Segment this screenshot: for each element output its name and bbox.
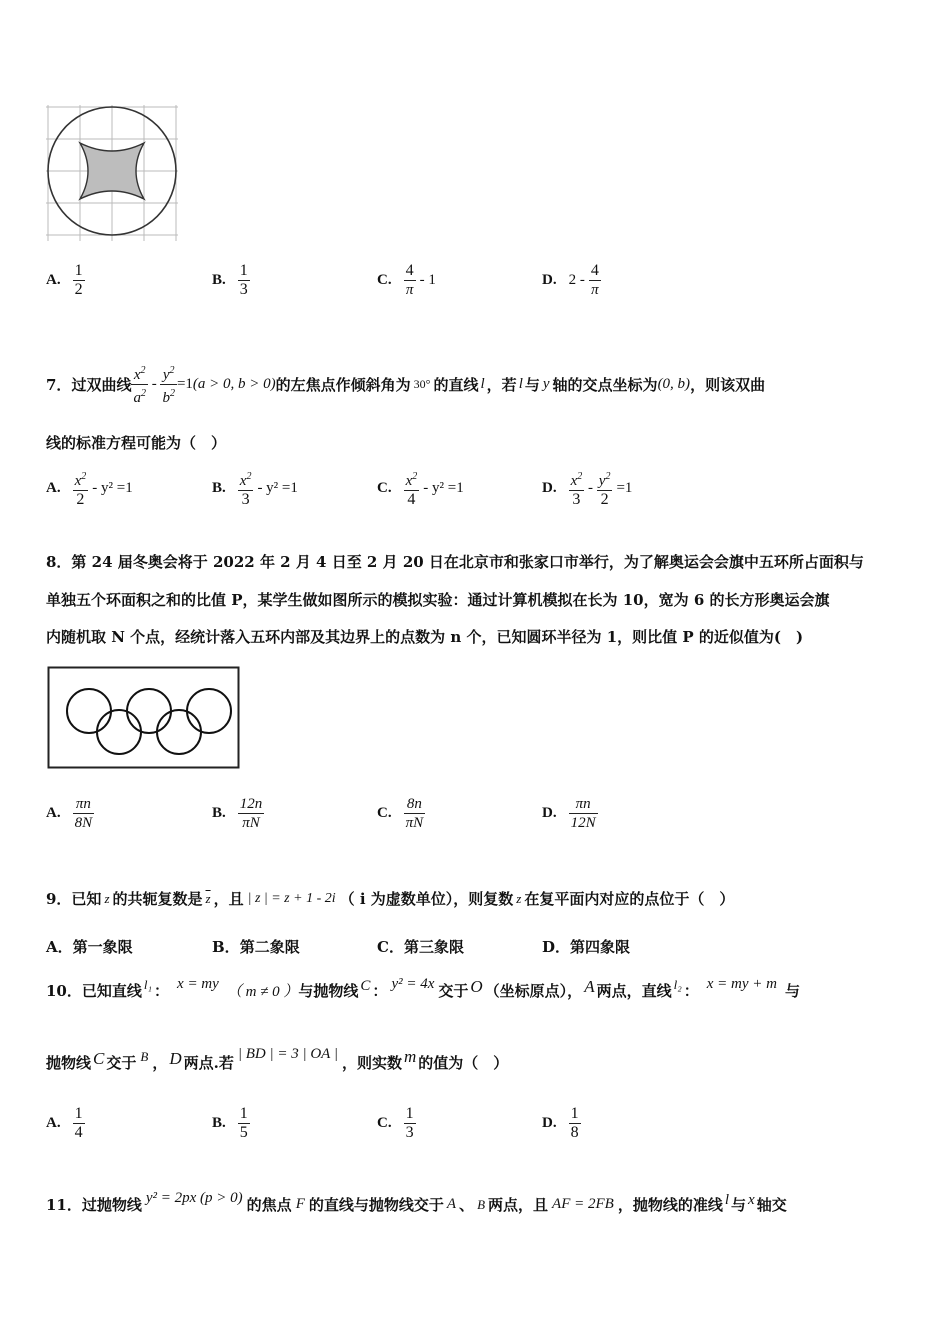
q8-stem-line3: 内随机取 N 个点，经统计落入五环内部及其边界上的点数为 n 个，已知圆环半径为 1，则比值 P 的近似值为( ) (46, 628, 804, 646)
q10-option-d[interactable]: D. $\frac{1}{8}$ (542, 1105, 579, 1141)
q11-stem: 11．过抛物线 y² = 2px (p > 0) 的焦点 F 的直线与抛物线交于 A 、 B 两点，且 AF = 2FB ，抛物线的准线 l 与 x 轴交 (46, 1190, 787, 1214)
q7-option-b[interactable]: B. $\frac{x^2}{3}$ - y² =1 (212, 471, 298, 508)
q8-option-d[interactable]: D. $\frac{\pi n}{12N}$ (542, 796, 596, 831)
q7-stem: 7． 过双曲线 $\frac{x^2}{a^2}$ - $\frac{y^2}{b^2}$ =1 (a > 0, b > 0) 的左焦点作倾斜角为 30° 的直线 l ，若 l 与 y 轴的交点坐标为 (0, b) ，则该双曲 (46, 365, 766, 406)
q7-option-c[interactable]: C. $\frac{x^2}{4}$ - y² =1 (377, 471, 464, 508)
q7-option-d[interactable]: D. $\frac{x^2}{3}$ - $\frac{y^2}{2}$ =1 (542, 471, 633, 508)
q7-stem-line2: 线的标准方程可能为（ ） (46, 434, 227, 452)
q8-stem-line1: 8．第 24 届冬奥会将于 2022 年 2 月 4 日至 2 月 20 日在北京市和张家口市举行，为了解奥运会会旗中五环所占面积与 (46, 553, 864, 571)
q6-option-b[interactable]: B. $\frac{1}{3}$ (212, 262, 248, 298)
q10-stem-line2: 抛物线 C 交于 B ， D 两点.若 | BD | = 3 | OA | ，则实数 m 的值为（ ） (46, 1046, 509, 1072)
q8-stem-line2: 单独五个环面积之和的比值 P，某学生做如图所示的模拟实验：通过计算机模拟在长为 10，宽为 6 的长方形奥运会旗 (46, 591, 830, 609)
q6-option-a[interactable]: A. $\frac{1}{2}$ (46, 262, 83, 298)
q10-option-a[interactable]: A. $\frac{1}{4}$ (46, 1105, 83, 1141)
q6-option-d[interactable]: D. 2 - $\frac{4}{\pi}$ (542, 262, 599, 298)
q9-option-d[interactable]: D． 第四象限 (542, 938, 631, 956)
q7-option-a[interactable]: A. $\frac{x^2}{2}$ - y² =1 (46, 471, 133, 508)
q9-option-c[interactable]: C． 第三象限 (377, 938, 464, 956)
olympic-rings-figure (47, 666, 241, 770)
q9-option-b[interactable]: B． 第二象限 (212, 938, 300, 956)
q10-stem: 10．已知直线 l₁ ： x = my （ m ≠ 0 ） 与抛物线 C ： y² = 4x 交于 O （坐标原点）， A 两点，直线 l₂ ： x = my + m 与 (46, 976, 800, 1000)
q8-option-a[interactable]: A. $\frac{\pi n}{8N}$ (46, 796, 93, 831)
q9-stem: 9．已知 z 的共轭复数是 $\overline{z}$ ，且 | z | = z + 1 - 2i （ i 为虚数单位），则复数 z 在复平面内对应的点位于（ ） (46, 890, 735, 908)
q8-option-b[interactable]: B. $\frac{12n}{\pi N}$ (212, 796, 263, 831)
q10-option-b[interactable]: B. $\frac{1}{5}$ (212, 1105, 248, 1141)
q8-option-c[interactable]: C. $\frac{8n}{\pi N}$ (377, 796, 424, 831)
q6-figure (44, 103, 180, 243)
q10-option-c[interactable]: C. $\frac{1}{3}$ (377, 1105, 414, 1141)
q6-option-c[interactable]: C. $\frac{4}{\pi}$ - 1 (377, 262, 436, 298)
q9-option-a[interactable]: A． 第一象限 (46, 938, 133, 956)
